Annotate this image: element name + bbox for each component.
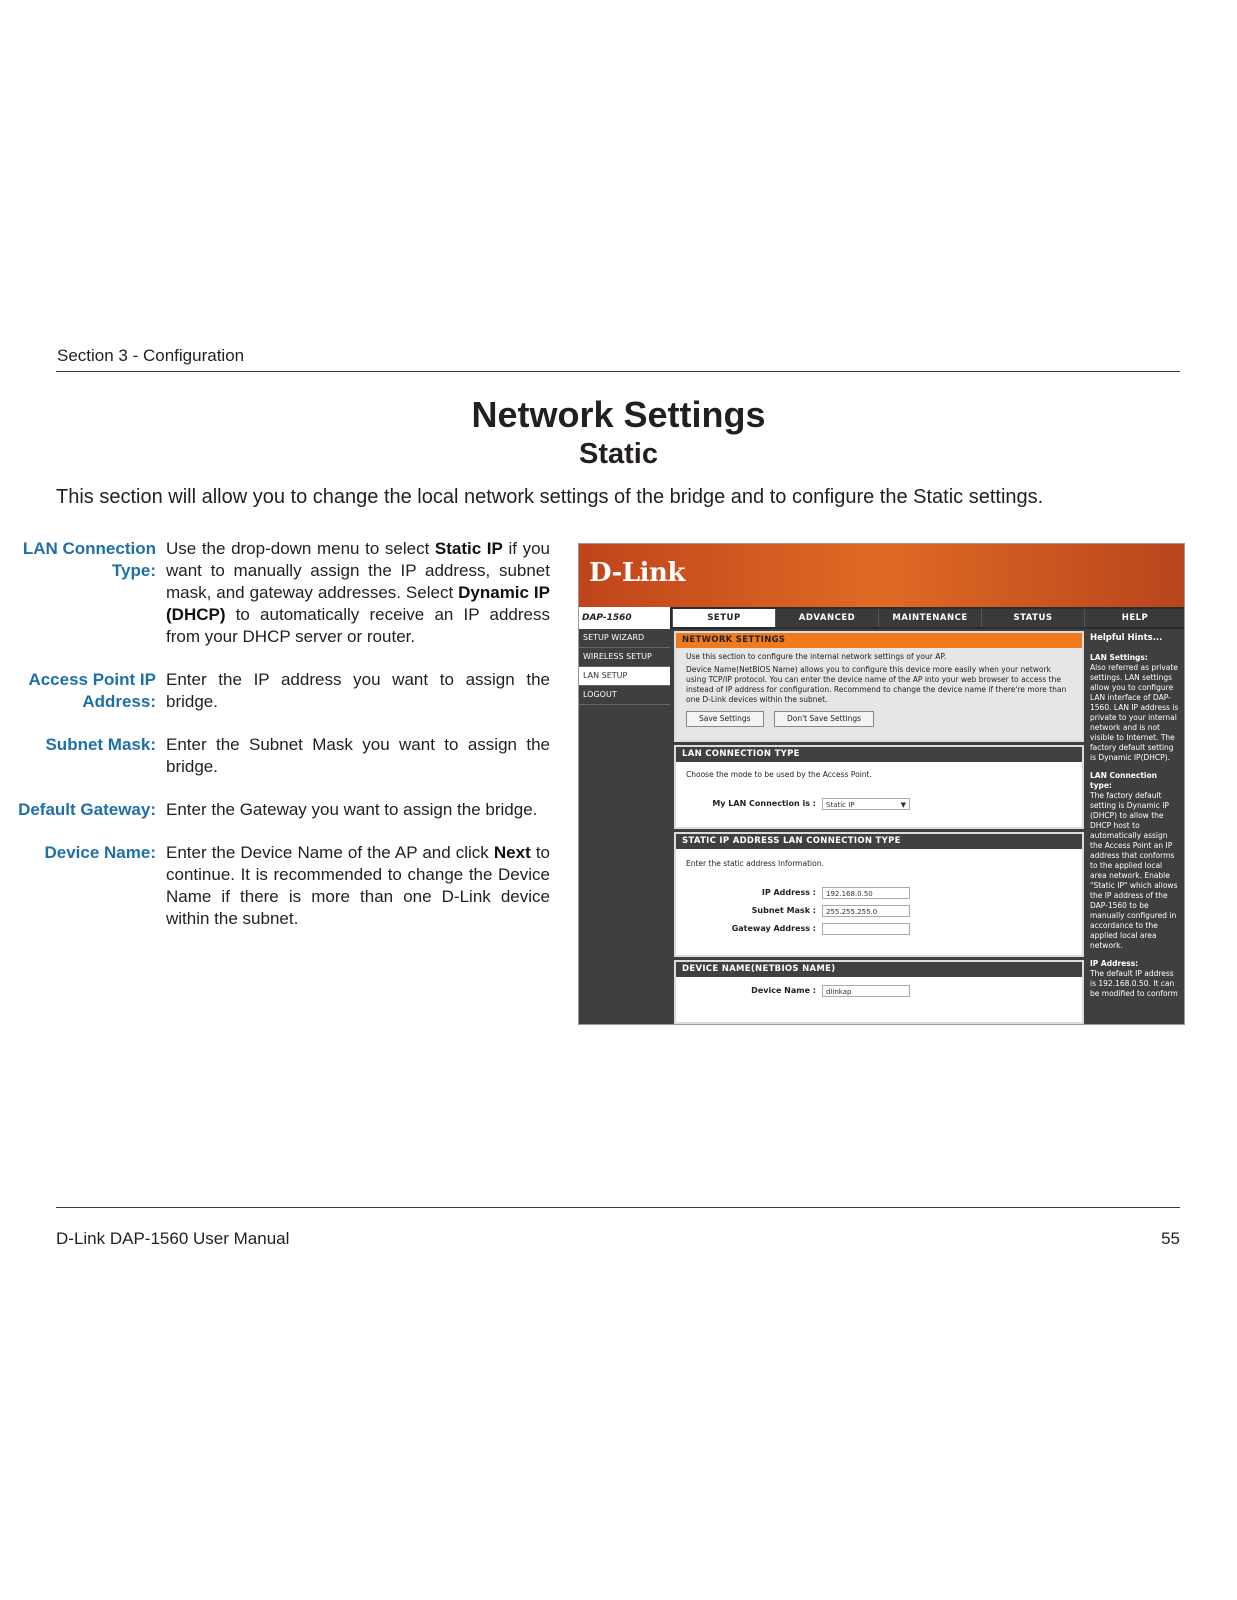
- subnet-mask-input[interactable]: 255.255.255.0: [822, 905, 910, 917]
- gateway-address-input[interactable]: [822, 923, 910, 935]
- footer-rule: [56, 1207, 1180, 1208]
- network-settings-description: Device Name(NetBIOS Name) allows you to configure this device more easily when your network using TCP/IP protocol. You can enter the device name of the AP into your web browser to access the instead of IP address for configuration. Recommend to change the device name if there're more than one D-Link devices within the subnet.: [686, 665, 1067, 704]
- tab-maintenance[interactable]: MAINTENANCE: [878, 609, 981, 627]
- dropdown-arrow-icon: ▼: [900, 801, 906, 809]
- ip-address-label: IP Address :: [761, 888, 816, 897]
- static-ip-text: Enter the static address Information.: [686, 859, 824, 868]
- tab-advanced[interactable]: ADVANCED: [775, 609, 878, 627]
- page-subtitle: Static: [579, 438, 658, 470]
- device-name-input[interactable]: dlinkap: [822, 985, 910, 997]
- static-ip-heading: STATIC IP ADDRESS LAN CONNECTION TYPE: [676, 834, 1082, 849]
- hint-lan-settings-heading: LAN Settings:: [1090, 653, 1148, 662]
- ui-banner: [579, 544, 1184, 607]
- desc-device-name: Enter the Device Name of the AP and click Next to continue. It is recommended to change the Device Name if there is more than one D-Link device within the subnet.: [166, 843, 550, 928]
- desc-access-point-ip: Enter the IP address you want to assign the bridge.: [166, 670, 550, 711]
- hint-lan-connection-text: The factory default setting is Dynamic IP (DHCP) to allow the DHCP host to automatically assign the Access Point an IP address that conforms to the applied local area network. Enable "Static IP" which allows the IP address of the DAP-1560 to be manually configured in accordance to the applied local area network.: [1090, 791, 1178, 950]
- sidebar-item-setup-wizard[interactable]: SETUP WIZARD: [579, 629, 670, 648]
- hint-lan-settings-text: Also referred as private settings. LAN settings allow you to configure LAN interface of DAP-1560. LAN IP address is private to your internal network and is not visible to Internet. The factory default setting is Dynamic IP(DHCP).: [1090, 663, 1179, 762]
- lan-connection-type-panel: [674, 745, 1084, 829]
- network-settings-intro: Use this section to configure the internal network settings of your AP.: [686, 652, 947, 661]
- hint-ip-address-text: The default IP address is 192.168.0.50. It can be modified to conform: [1090, 969, 1178, 998]
- network-settings-heading: NETWORK SETTINGS: [676, 633, 1082, 648]
- hint-lan-connection-heading: LAN Connection type:: [1090, 771, 1157, 790]
- definition-device-name: [10, 842, 550, 930]
- section-label: Section 3 - Configuration: [57, 346, 245, 365]
- term-lan-connection-type: LAN Connection Type:: [22, 539, 156, 580]
- term-default-gateway: Default Gateway:: [18, 800, 156, 819]
- page-number: 55: [1161, 1229, 1180, 1248]
- lan-connection-type-text: Choose the mode to be used by the Access Point.: [686, 770, 872, 779]
- ui-main-content: [674, 629, 1084, 1024]
- hints-title: Helpful Hints...: [1090, 633, 1163, 643]
- lan-connection-label: My LAN Connection is :: [712, 799, 816, 808]
- definition-lan-connection-type: [10, 538, 550, 648]
- intro-text: This section will allow you to change the local network settings of the bridge and to configure the Static settings.: [56, 486, 1044, 508]
- hint-ip-address-heading: IP Address:: [1090, 959, 1139, 968]
- lan-connection-type-heading: LAN CONNECTION TYPE: [676, 747, 1082, 762]
- ui-tab-bar: [579, 607, 1184, 629]
- device-name-heading: DEVICE NAME(NETBIOS NAME): [676, 962, 1082, 977]
- sidebar-item-lan-setup[interactable]: LAN SETUP: [579, 667, 670, 686]
- save-settings-button[interactable]: Save Settings: [686, 711, 764, 727]
- gateway-address-label: Gateway Address :: [731, 924, 816, 933]
- tab-help[interactable]: HELP: [1084, 609, 1185, 627]
- desc-lan-connection-type: Use the drop-down menu to select Static IP if you want to manually assign the IP address, subnet mask, and gateway addresses. Select Dynamic IP (DHCP) to automatically receive an IP address from your DHCP server or router.: [166, 539, 550, 646]
- term-access-point-ip: Access Point IP Address:: [28, 670, 156, 711]
- definitions-list: [10, 538, 550, 951]
- device-name-panel: [674, 960, 1084, 1024]
- ip-address-input[interactable]: 192.168.0.50: [822, 887, 910, 899]
- dont-save-settings-button[interactable]: Don't Save Settings: [774, 711, 874, 727]
- page-title: Network Settings: [471, 394, 766, 435]
- tab-status[interactable]: STATUS: [981, 609, 1084, 627]
- network-settings-panel: [674, 631, 1084, 742]
- term-device-name: Device Name:: [44, 843, 156, 862]
- tab-setup[interactable]: SETUP: [672, 609, 775, 627]
- definition-access-point-ip: [10, 669, 550, 713]
- desc-default-gateway: Enter the Gateway you want to assign the bridge.: [166, 800, 538, 819]
- subnet-mask-label: Subnet Mask :: [751, 906, 816, 915]
- sidebar-item-logout[interactable]: LOGOUT: [579, 686, 670, 705]
- sidebar-item-wireless-setup[interactable]: WIRELESS SETUP: [579, 648, 670, 667]
- term-subnet-mask: Subnet Mask:: [45, 735, 156, 754]
- device-name-label: Device Name :: [751, 986, 816, 995]
- static-ip-panel: [674, 832, 1084, 957]
- footer-manual-title: D-Link DAP-1560 User Manual: [56, 1229, 290, 1248]
- header-rule: [56, 371, 1180, 372]
- definition-default-gateway: [10, 799, 550, 821]
- dlink-logo: D-Link: [589, 558, 685, 588]
- lan-connection-select[interactable]: Static IP ▼: [822, 798, 910, 810]
- router-ui-screenshot: [578, 543, 1185, 1025]
- ui-sidebar: [579, 629, 670, 1024]
- helpful-hints-panel: [1087, 629, 1184, 1024]
- definition-subnet-mask: [10, 734, 550, 778]
- desc-subnet-mask: Enter the Subnet Mask you want to assign the bridge.: [166, 735, 550, 776]
- model-label: DAP-1560: [579, 607, 670, 629]
